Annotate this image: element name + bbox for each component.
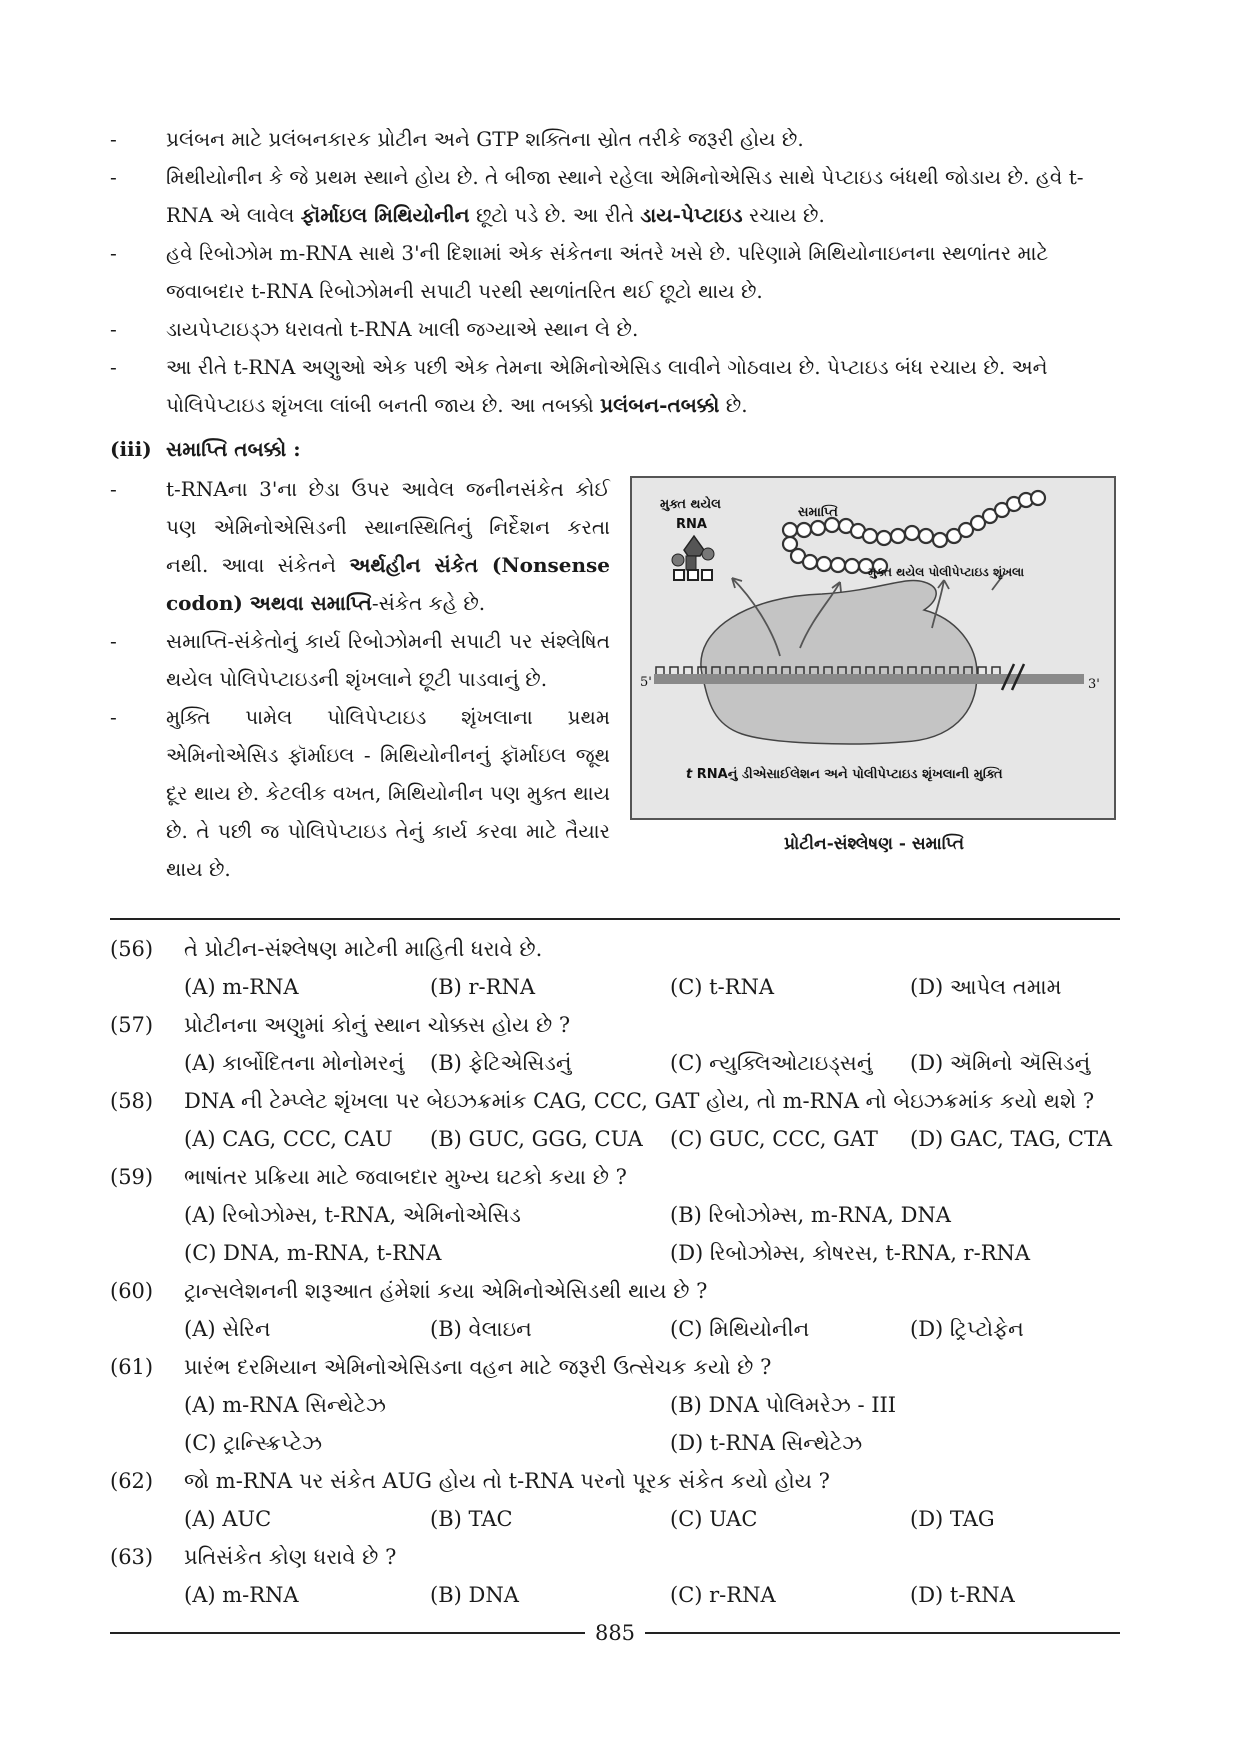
option-a[interactable]: (A) AUC xyxy=(184,1507,272,1531)
option-d[interactable]: (D) t-RNA xyxy=(910,1583,1015,1607)
termination-figure xyxy=(630,476,1118,854)
question-list xyxy=(110,930,1120,1614)
termination-block xyxy=(110,470,1120,930)
page-body xyxy=(110,120,1120,930)
bullet-text: હવે રિબોઝોમ m-RNA સાથે 3'ની દિશામાં એક સંકેતના અંતરે ખસે છે. પરિણામે મિથિયોનાઇનના સ્થળાંતર માટે જવાબદાર t-RNA રિબોઝોમની સપાટી પરથી સ્થળાંતરિત થઈ છૂટો થાય છે. xyxy=(166,241,1049,303)
label-3-prime: 3' xyxy=(1088,677,1100,692)
option-b[interactable]: (B) DNA xyxy=(430,1583,519,1607)
option-b[interactable]: (B) રિબોઝોમ્સ, m-RNA, DNA xyxy=(670,1203,951,1227)
question-63 xyxy=(110,1538,1120,1614)
label-termination: સમાપ્તિ xyxy=(798,505,838,520)
section-heading: (iii) સમાપ્તિ તબક્કો : xyxy=(110,437,301,461)
option-b[interactable]: (B) વેલાઇન xyxy=(430,1317,532,1341)
bullet-item: - મુક્તિ પામેલ પોલિપેપ્ટાઇડ શૃંખલાના પ્રથમ એમિનોએસિડ ફૉર્માઇલ - મિથિયોનીનનું ફૉર્માઇલ જૂથ દૂર થાય છે. કેટલીક વખત, મિથિયોનીન પણ મુક્ત થાય છે. તે પછી જ પોલિપેપ્ટાઇડ તેનું કાર્ય કરવા માટે તૈયાર થાય છે. xyxy=(110,705,610,881)
bullet-text: ડાયપેપ્ટાઇડ્ઝ ધરાવતો t-RNA ખાલી જગ્યાએ સ્થાન લે છે. xyxy=(166,317,639,341)
question-number: (61) xyxy=(110,1355,154,1379)
bullet-text: મિથીયોનીન કે જે પ્રથમ સ્થાને હોય છે. તે બીજા સ્થાને રહેલા એમિનોએસિડ સાથે પેપ્ટાઇડ બંધથી જોડાય છે. હવે t-RNA એ લાવેલ xyxy=(166,165,1084,227)
bold-term: ફૉર્માઇલ મિથિયોનીન xyxy=(300,203,470,227)
question-text: પ્રતિસંકેત કોણ ધરાવે છે ? xyxy=(184,1545,397,1569)
option-c[interactable]: (C) t-RNA xyxy=(670,975,775,999)
question-text: પ્રારંભ દરમિયાન એમિનોએસિડના વહન માટે જરૂરી ઉત્સેચક કયો છે ? xyxy=(184,1355,772,1379)
option-b[interactable]: (B) DNA પોલિમરેઝ - III xyxy=(670,1393,897,1417)
bullet-item: - પ્રલંબન માટે પ્રલંબનકારક પ્રોટીન અને GTP શક્તિના સ્રોત તરીકે જરૂરી હોય છે. xyxy=(110,127,804,151)
option-c[interactable]: (C) DNA, m-RNA, t-RNA xyxy=(184,1241,442,1265)
termination-bullets xyxy=(110,470,610,888)
option-d[interactable]: (D) t-RNA સિન્થેટેઝ xyxy=(670,1431,863,1455)
figure-title: પ્રોટીન-સંશ્લેષણ - સમાપ્તિ xyxy=(783,834,965,854)
question-number: (58) xyxy=(110,1089,154,1113)
bold-term: અર્થહીન સંકેત (Nonsense codon) અથવા સમાપ્તિ xyxy=(166,553,611,615)
bullet-text: પ્રલંબન માટે પ્રલંબનકારક પ્રોટીન અને GTP શક્તિના સ્રોત તરીકે જરૂરી હોય છે. xyxy=(166,127,804,151)
label-released-chain: મુક્ત થયેલ પોલીપેપ્ટાઇડ શૃંખલા xyxy=(868,565,1025,579)
option-a[interactable]: (A) m-RNA સિન્થેટેઝ xyxy=(184,1393,386,1417)
question-number: (60) xyxy=(110,1279,154,1303)
bullet-item: - આ રીતે t-RNA અણુઓ એક પછી એક તેમના એમિનોએસિડ લાવીને ગોઠવાય છે. પેપ્ટાઇડ બંધ રચાય છે. અને પોલિપેપ્ટાઇડ શૃંખલા લાંબી બનતી જાય છે. આ તબક્કો પ્રલંબન-તબક્કો છે. xyxy=(110,355,1048,417)
option-c[interactable]: (C) મિથિયોનીન xyxy=(670,1317,810,1341)
polypeptide-chain xyxy=(783,491,1045,573)
question-text: પ્રોટીનના અણુમાં કોનું સ્થાન ચોક્કસ હોય છે ? xyxy=(184,1013,571,1037)
question-number: (59) xyxy=(110,1165,154,1189)
question-56 xyxy=(110,930,1120,1006)
section-divider xyxy=(110,918,1120,920)
option-a[interactable]: (A) CAG, CCC, CAU xyxy=(184,1127,393,1151)
question-62 xyxy=(110,1462,1120,1538)
option-d[interactable]: (D) ટ્રિપ્ટોફેન xyxy=(910,1317,1024,1341)
option-a[interactable]: (A) કાર્બોદિતના મોનોમરનું xyxy=(184,1051,405,1075)
option-b[interactable]: (B) r-RNA xyxy=(430,975,535,999)
option-c[interactable]: (C) UAC xyxy=(670,1507,758,1531)
label-released-rna-2: RNA xyxy=(676,517,707,532)
question-58 xyxy=(110,1082,1120,1158)
bold-term: ડાય-પેપ્ટાઇડ xyxy=(640,203,743,227)
option-a[interactable]: (A) m-RNA xyxy=(184,1583,299,1607)
option-b[interactable]: (B) ફેટિએસિડનું xyxy=(430,1051,572,1075)
bullet-item: - t-RNAના 3'ના છેડા ઉપર આવેલ જનીનસંકેત કોઈ પણ એમિનોએસિડની સ્થાનસ્થિતિનું નિર્દેશન કરતા નથી. આવા સંકેતને અર્થહીન સંકેત (Nonsense codon) અથવા સમાપ્તિ-સંકેત કહે છે. xyxy=(110,477,611,615)
question-number: (56) xyxy=(110,937,154,961)
bullet-text: આ રીતે t-RNA અણુઓ એક પછી એક તેમના એમિનોએસિડ લાવીને ગોઠવાય છે. પેપ્ટાઇડ બંધ રચાય છે. અને પોલિપેપ્ટાઇડ શૃંખલા લાંબી બનતી જાય છે. આ તબક્કો xyxy=(166,355,1048,417)
page-number: 885 xyxy=(585,1621,645,1645)
option-d[interactable]: (D) TAG xyxy=(910,1507,995,1531)
option-c[interactable]: (C) GUC, CCC, GAT xyxy=(670,1127,878,1151)
question-text: DNA ની ટેમ્પ્લેટ શૃંખલા પર બેઇઝક્રમાંક CAG, CCC, GAT હોય, તો m-RNA નો બેઇઝક્રમાંક કયો થશે ? xyxy=(184,1089,1095,1113)
page-footer xyxy=(110,1618,1120,1648)
question-59 xyxy=(110,1158,1120,1272)
question-text: જો m-RNA પર સંકેત AUG હોય તો t-RNA પરનો પૂરક સંકેત કયો હોય ? xyxy=(184,1469,830,1493)
question-text: તે પ્રોટીન-સંશ્લેષણ માટેની માહિતી ધરાવે છે. xyxy=(184,937,543,961)
bullet-item: - સમાપ્તિ-સંકેતોનું કાર્ય રિબોઝોમની સપાટી પર સંશ્લેષિત થયેલ પોલિપેપ્ટાઇડની શૃંખલાને છૂટી પાડવાનું છે. xyxy=(110,629,610,691)
option-c[interactable]: (C) ન્યુક્લિઓટાઇડ્સનું xyxy=(670,1051,873,1075)
label-5-prime: 5' xyxy=(640,675,652,690)
option-d[interactable]: (D) ઍમિનો ઍસિડનું xyxy=(910,1051,1091,1075)
option-c[interactable]: (C) ટ્રાન્સ્ક્રિપ્ટેઝ xyxy=(184,1431,322,1455)
elongation-bullets xyxy=(110,120,1120,424)
question-text: ભાષાંતર પ્રક્રિયા માટે જવાબદાર મુખ્ય ઘટકો કયા છે ? xyxy=(184,1165,627,1189)
question-57 xyxy=(110,1006,1120,1082)
option-d[interactable]: (D) રિબોઝોમ્સ, કોષરસ, t-RNA, r-RNA xyxy=(670,1241,1031,1265)
figure-illustration xyxy=(632,478,1114,818)
question-61 xyxy=(110,1348,1120,1462)
question-60 xyxy=(110,1272,1120,1348)
ribosome-shape xyxy=(701,581,977,744)
option-b[interactable]: (B) TAC xyxy=(430,1507,513,1531)
released-trna xyxy=(672,536,714,580)
option-a[interactable]: (A) m-RNA xyxy=(184,975,299,999)
bold-term: પ્રલંબન-તબક્કો xyxy=(600,393,720,417)
figure-box xyxy=(630,476,1116,820)
label-released-rna-1: મુક્ત થયેલ xyxy=(660,497,721,512)
bullet-item: - હવે રિબોઝોમ m-RNA સાથે 3'ની દિશામાં એક સંકેતના અંતરે ખસે છે. પરિણામે મિથિયોનાઇનના સ્થળાંતર માટે જવાબદાર t-RNA રિબોઝોમની સપાટી પરથી સ્થળાંતરિત થઈ છૂટો થાય છે. xyxy=(110,241,1049,303)
option-c[interactable]: (C) r-RNA xyxy=(670,1583,776,1607)
question-number: (63) xyxy=(110,1545,154,1569)
option-d[interactable]: (D) આપેલ તમામ xyxy=(910,975,1062,999)
question-number: (62) xyxy=(110,1469,154,1493)
bullet-item: - ડાયપેપ્ટાઇડ્ઝ ધરાવતો t-RNA ખાલી જગ્યાએ સ્થાન લે છે. xyxy=(110,317,639,341)
option-d[interactable]: (D) GAC, TAG, CTA xyxy=(910,1127,1113,1151)
question-text: ટ્રાન્સલેશનની શરૂઆત હંમેશાં કયા એમિનોએસિડથી થાય છે ? xyxy=(184,1279,708,1303)
bullet-item: - મિથીયોનીન કે જે પ્રથમ સ્થાને હોય છે. તે બીજા સ્થાને રહેલા એમિનોએસિડ સાથે પેપ્ટાઇડ બંધથી જોડાય છે. હવે t-RNA એ લાવેલ ફૉર્માઇલ મિથિયોનીન છૂટો પડે છે. આ રીતે ડાય-પેપ્ટાઇડ રચાય છે. xyxy=(110,165,1084,227)
option-a[interactable]: (A) રિબોઝોમ્સ, t-RNA, એમિનોએસિડ xyxy=(184,1203,521,1227)
option-a[interactable]: (A) સેરિન xyxy=(184,1317,271,1341)
option-b[interactable]: (B) GUC, GGG, CUA xyxy=(430,1127,643,1151)
figure-inner-caption: t RNAનું ડીએસાઈલેશન અને પોલીપેપ્ટાઇડ શૃંખલાની મુક્તિ xyxy=(686,767,1003,782)
page-number-wrap xyxy=(110,1618,1120,1648)
question-number: (57) xyxy=(110,1013,154,1037)
